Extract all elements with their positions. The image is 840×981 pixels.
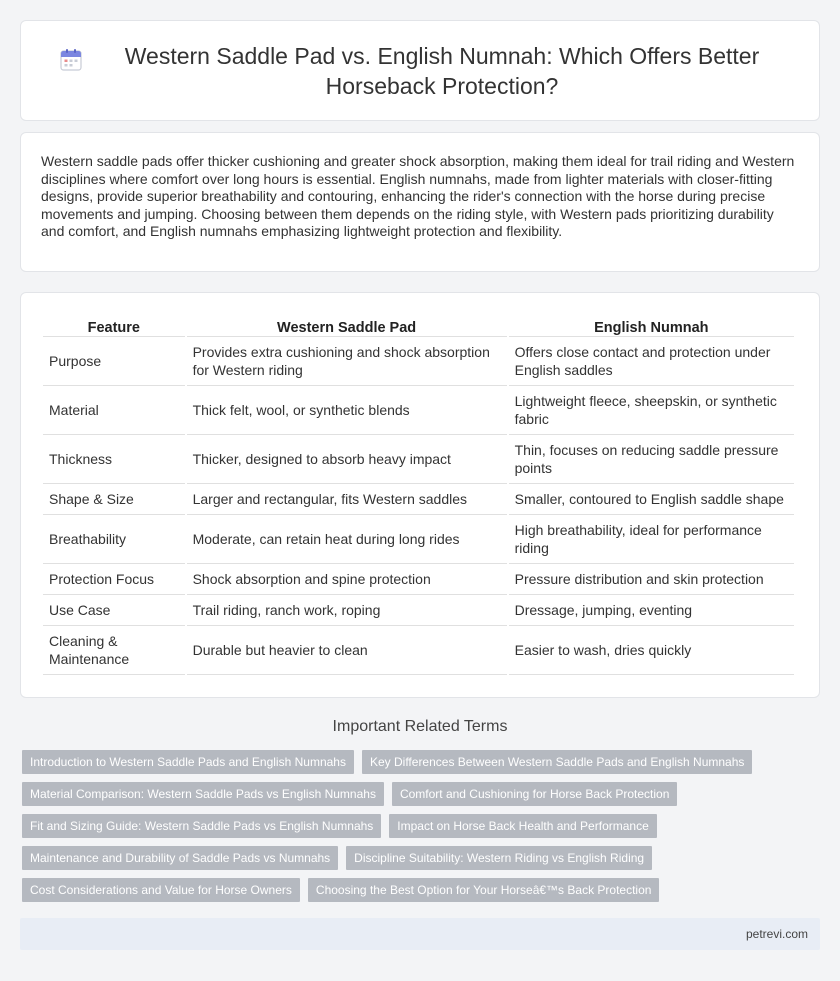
table-row xyxy=(43,435,794,484)
related-term-tag[interactable]: Material Comparison: Western Saddle Pads vs English Numnahs xyxy=(22,782,384,806)
table-cell: Moderate, can retain heat during long rides xyxy=(187,515,507,564)
table-cell: Shock absorption and spine protection xyxy=(187,564,507,595)
table-row xyxy=(43,564,794,595)
table-row xyxy=(43,337,794,386)
header-card xyxy=(20,20,820,121)
related-term-tag[interactable]: Key Differences Between Western Saddle Pads and English Numnahs xyxy=(362,750,752,774)
column-header-feature: Feature xyxy=(43,315,185,337)
table-cell: Durable but heavier to clean xyxy=(187,626,507,675)
related-term-tag[interactable]: Comfort and Cushioning for Horse Back Protection xyxy=(392,782,677,806)
table-row xyxy=(43,386,794,435)
calendar-icon xyxy=(58,47,84,73)
table-cell: Offers close contact and protection under English saddles xyxy=(509,337,794,386)
comparison-table-card xyxy=(20,292,820,698)
related-term-tag[interactable]: Fit and Sizing Guide: Western Saddle Pads vs English Numnahs xyxy=(22,814,381,838)
column-header-english: English Numnah xyxy=(509,315,794,337)
table-cell: Thick felt, wool, or synthetic blends xyxy=(187,386,507,435)
related-term-tag[interactable]: Choosing the Best Option for Your Horseâ€™s Back Protection xyxy=(308,878,660,902)
table-cell: Material xyxy=(43,386,185,435)
table-cell: Dressage, jumping, eventing xyxy=(509,595,794,626)
related-term-tag[interactable]: Maintenance and Durability of Saddle Pads vs Numnahs xyxy=(22,846,338,870)
table-row xyxy=(43,484,794,515)
related-term-tag[interactable]: Introduction to Western Saddle Pads and English Numnahs xyxy=(22,750,354,774)
table-cell: Thickness xyxy=(43,435,185,484)
related-terms-heading: Important Related Terms xyxy=(332,718,508,735)
table-cell: Thin, focuses on reducing saddle pressure points xyxy=(509,435,794,484)
table-cell: Pressure distribution and skin protection xyxy=(509,564,794,595)
table-header-row xyxy=(43,315,794,337)
intro-card xyxy=(20,132,820,272)
table-cell: Breathability xyxy=(43,515,185,564)
related-term-tag[interactable]: Impact on Horse Back Health and Performance xyxy=(389,814,656,838)
table-cell: Easier to wash, dries quickly xyxy=(509,626,794,675)
table-row xyxy=(43,595,794,626)
footer-site-link[interactable]: petrevi.com xyxy=(745,927,808,941)
table-cell: Cleaning & Maintenance xyxy=(43,626,185,675)
table-cell: Trail riding, ranch work, roping xyxy=(187,595,507,626)
table-cell: High breathability, ideal for performance riding xyxy=(509,515,794,564)
table-cell: Purpose xyxy=(43,337,185,386)
intro-paragraph: Western saddle pads offer thicker cushioning and greater shock absorption, making them ideal for trail riding and Western disciplines where comfort over long hours is essential. English numnahs, made from lighter materials with closer-fitting designs, provide superior breathability and contouring, enhancing the rider's connection with the horse during precise movements and jumping. Choosing between them depends on the riding style, with Western pads prioritizing durability and comfort, and English numnahs emphasizing lightweight protection and flexibility. xyxy=(41,153,795,239)
table-row xyxy=(43,515,794,564)
table-cell: Larger and rectangular, fits Western saddles xyxy=(187,484,507,515)
related-terms-list xyxy=(22,750,818,910)
table-cell: Provides extra cushioning and shock absorption for Western riding xyxy=(187,337,507,386)
column-header-western: Western Saddle Pad xyxy=(187,315,507,337)
comparison-table xyxy=(41,315,796,675)
footer xyxy=(20,918,820,950)
table-cell: Smaller, contoured to English saddle shape xyxy=(509,484,794,515)
related-term-tag[interactable]: Cost Considerations and Value for Horse Owners xyxy=(22,878,300,902)
table-cell: Use Case xyxy=(43,595,185,626)
page-title: Western Saddle Pad vs. English Numnah: Which Offers Better Horseback Protection? xyxy=(124,42,760,99)
table-row xyxy=(43,626,794,675)
table-cell: Protection Focus xyxy=(43,564,185,595)
table-cell: Lightweight fleece, sheepskin, or synthetic fabric xyxy=(509,386,794,435)
table-cell: Shape & Size xyxy=(43,484,185,515)
table-cell: Thicker, designed to absorb heavy impact xyxy=(187,435,507,484)
related-term-tag[interactable]: Discipline Suitability: Western Riding vs English Riding xyxy=(346,846,652,870)
